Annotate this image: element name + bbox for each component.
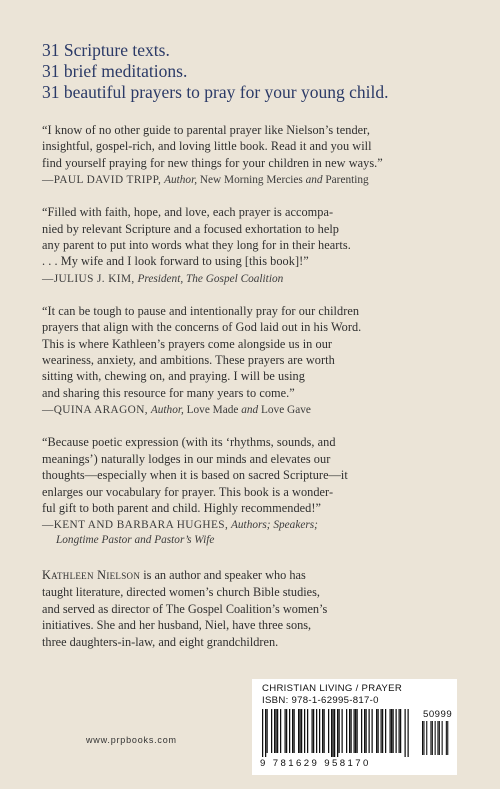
- barcode-bar: [289, 709, 290, 753]
- barcode-bar: [304, 709, 305, 753]
- quote-line: This is where Kathleen’s prayers come alongside us in our: [42, 336, 333, 351]
- barcode-bar: [400, 709, 401, 753]
- ean-barcode: [262, 709, 412, 757]
- barcode-bar: [378, 709, 379, 753]
- barcode-bar: [342, 709, 343, 753]
- barcode-bar: [271, 709, 272, 753]
- bio-line: and served as director of The Gospel Coalition’s women’s: [42, 601, 328, 616]
- headline-line-3: 31 beautiful prayers to pray for your young child.: [42, 82, 389, 102]
- endorser-role: Authors; Speakers;: [231, 519, 318, 532]
- price-code: 50999: [423, 709, 453, 720]
- barcode-bar: [294, 709, 295, 753]
- bisac-category: CHRISTIAN LIVING / PRAYER: [262, 683, 403, 694]
- headline-line-2: 31 brief meditations.: [42, 61, 188, 81]
- barcode-bar: [319, 709, 320, 753]
- endorsement-aragon: [42, 303, 482, 418]
- addon-bar: [422, 721, 423, 755]
- quote-line: “I know of no other guide to parental prayer like Nielson’s tender,: [42, 123, 370, 137]
- barcode-bar: [307, 709, 308, 753]
- quote-line: “Because poetic expression (with its ‘rhythms, sounds, and: [42, 435, 336, 450]
- headline-line-1: 31 Scripture texts.: [42, 40, 170, 60]
- author-name: Kathleen Nielson: [42, 568, 141, 582]
- barcode-bar: [351, 709, 352, 753]
- headline: [42, 40, 482, 103]
- barcode-bar: [393, 709, 394, 753]
- barcode-bar: [300, 709, 301, 753]
- author-bio: [42, 567, 482, 651]
- quote-line: find yourself praying for new things for your children in new ways.”: [42, 155, 383, 170]
- barcode-bar: [361, 709, 362, 753]
- barcode-bar: [408, 709, 409, 757]
- barcode-bar: [399, 709, 400, 753]
- endorsement-hughes: [42, 434, 482, 548]
- endorsement-quote: [42, 204, 482, 270]
- endorsement-attribution: [42, 272, 482, 287]
- barcode-bar: [396, 709, 397, 753]
- quote-line: any parent to put into words what they long for in their hearts.: [42, 238, 351, 253]
- barcode-bar: [262, 709, 263, 757]
- addon-bar: [442, 721, 443, 755]
- barcode-bar: [354, 709, 355, 753]
- barcode-bar: [366, 709, 367, 753]
- barcode-digits: 9 781629 958170: [260, 758, 371, 769]
- barcode-bar: [313, 709, 314, 753]
- quote-line: and sharing this resource for many years to come.”: [42, 385, 295, 400]
- quote-line: meanings’) naturally lodges in our minds and elevates our: [42, 451, 331, 466]
- barcode-bar: [391, 709, 392, 753]
- publisher-website: www.prpbooks.com: [86, 735, 177, 745]
- addon-bar: [439, 721, 440, 755]
- barcode-bar: [276, 709, 277, 753]
- barcode-bar: [265, 709, 266, 757]
- barcode-bar: [376, 709, 377, 753]
- barcode-bar: [382, 709, 383, 753]
- endorser-books: New Morning Mercies: [197, 174, 306, 187]
- endorsement-kim: [42, 204, 482, 287]
- barcode-bar: [355, 709, 356, 753]
- quote-line: insightful, gospel-rich, and loving little book. Read it and you will: [42, 139, 372, 154]
- barcode-bar: [328, 709, 329, 753]
- barcode-bar: [349, 709, 350, 753]
- bio-line: three daughters-in-law, and eight grandchildren.: [42, 635, 279, 650]
- endorsement-tripp: [42, 122, 482, 188]
- endorser-books-end: Love Gave: [258, 404, 311, 417]
- bio-line-1: is an author and speaker who has: [140, 568, 306, 582]
- bio-line: initiatives. She and her husband, Niel, have three sons,: [42, 618, 312, 633]
- barcode-bar: [369, 709, 370, 753]
- barcode-bar: [286, 709, 287, 753]
- quote-line: “Filled with faith, hope, and love, each prayer is accompa-: [42, 205, 334, 220]
- endorser-books: Love Made: [183, 404, 242, 417]
- barcode-bar: [337, 709, 338, 757]
- barcode-bar: [334, 709, 335, 757]
- quote-line: enlarges our vocabulary for prayer. This book is a wonder-: [42, 484, 334, 499]
- quote-line: . . . My wife and I look forward to using [this book]!”: [42, 254, 309, 269]
- barcode-bar: [298, 709, 299, 753]
- endorser-name: —JULIUS J. KIM,: [42, 272, 135, 285]
- quote-line: sitting with, chewing on, and praying. I will be using: [42, 369, 305, 384]
- bio-line: taught literature, directed women’s church Bible studies,: [42, 584, 320, 599]
- barcode-panel: [252, 679, 457, 775]
- barcode-bar: [405, 709, 406, 757]
- addon-bar: [447, 721, 448, 755]
- endorser-role: Author,: [150, 404, 184, 417]
- barcode-bar: [316, 709, 317, 753]
- quote-line: thoughts—especially when it is based on sacred Scripture—it: [42, 468, 348, 483]
- barcode-bar: [285, 709, 286, 753]
- endorser-name: —KENT AND BARBARA HUGHES,: [42, 519, 229, 532]
- isbn-label: ISBN: 978-1-62995-817-0: [262, 695, 379, 706]
- barcode-bar: [277, 709, 278, 753]
- barcode-bar: [324, 709, 325, 753]
- quote-line: ful gift to both parent and child. Highly recommended!”: [42, 500, 322, 515]
- barcode-bar: [390, 709, 391, 753]
- endorser-role-line-2: Longtime Pastor and Pastor’s Wife: [56, 534, 215, 547]
- addon-bar: [446, 721, 447, 755]
- barcode-bar: [267, 709, 268, 753]
- barcode-bar: [339, 709, 340, 753]
- endorsement-quote: [42, 122, 482, 171]
- endorser-role: President, The Gospel Coalition: [137, 272, 284, 285]
- addon-barcode: [422, 721, 452, 755]
- barcode-bar: [381, 709, 382, 753]
- addon-bar: [430, 721, 431, 755]
- addon-bar: [426, 721, 427, 755]
- endorser-books-and: and: [305, 174, 323, 187]
- endorsement-attribution: [42, 518, 482, 548]
- endorsement-attribution: [42, 173, 482, 188]
- barcode-bar: [322, 709, 323, 753]
- barcode-bar: [301, 709, 302, 753]
- barcode-bar: [292, 709, 293, 753]
- addon-bar: [432, 721, 433, 755]
- endorsement-quote: [42, 303, 482, 401]
- quote-line: weariness, anxiety, and ambitions. These prayers are worth: [42, 353, 335, 368]
- endorser-name: —PAUL DAVID TRIPP,: [42, 174, 162, 187]
- barcode-bar: [331, 709, 332, 757]
- barcode-bar: [280, 709, 281, 753]
- endorser-name: —QUINA ARAGON,: [42, 404, 149, 417]
- barcode-bar: [346, 709, 347, 753]
- barcode-bar: [357, 709, 358, 753]
- barcode-bar: [385, 709, 386, 753]
- barcode-bar: [312, 709, 313, 753]
- addon-bar: [435, 721, 436, 755]
- endorsement-attribution: [42, 403, 482, 418]
- endorser-role: Author,: [164, 174, 198, 187]
- barcode-bar: [274, 709, 275, 753]
- barcode-bar: [364, 709, 365, 753]
- barcode-bar: [372, 709, 373, 753]
- endorser-books-end: Parenting: [322, 174, 369, 187]
- addon-bar: [423, 721, 424, 755]
- endorsement-quote: [42, 434, 482, 516]
- endorser-books-and: and: [241, 404, 259, 417]
- endorsements: [42, 122, 482, 564]
- addon-bar: [437, 721, 438, 755]
- quote-line: nied by relevant Scripture and a focused exhortation to help: [42, 221, 340, 236]
- quote-line: “It can be tough to pause and intentionally pray for our children: [42, 303, 360, 318]
- barcode-bar: [333, 709, 334, 757]
- quote-line: prayers that align with the concerns of God laid out in his Word.: [42, 320, 362, 335]
